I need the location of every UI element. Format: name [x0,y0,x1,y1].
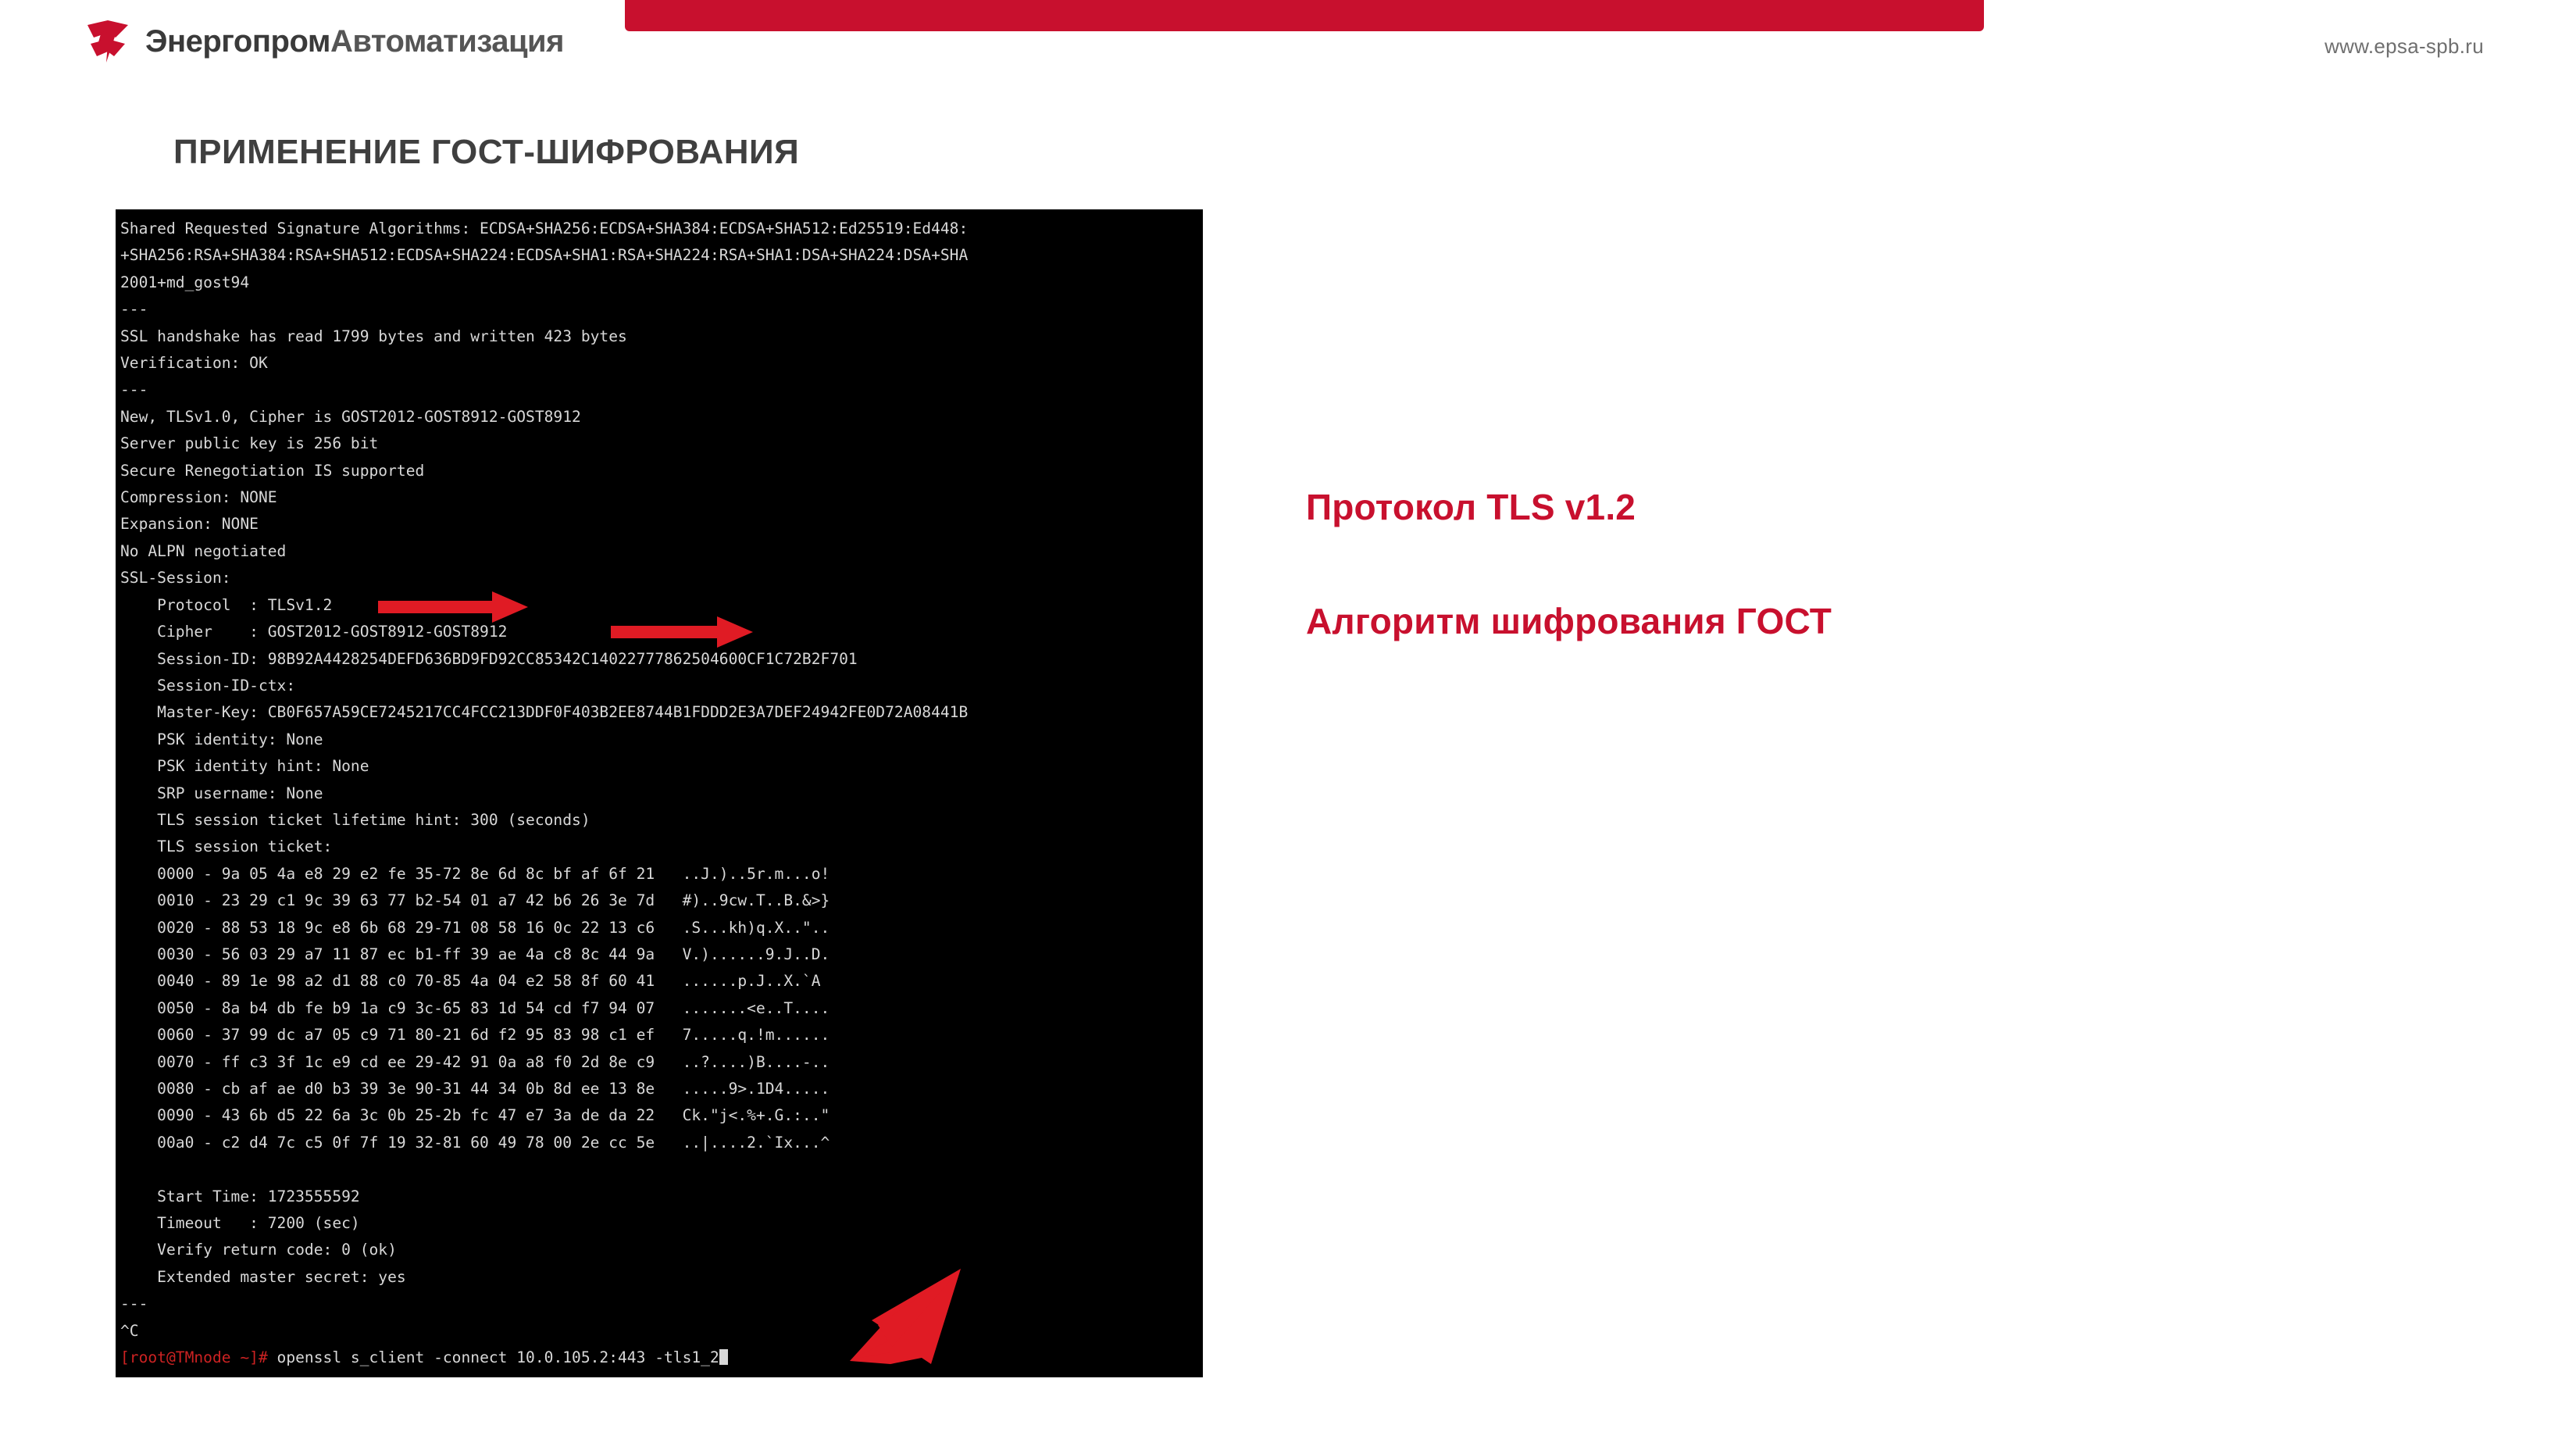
terminal-line: --- [120,1295,148,1313]
logo-word-2: Автоматизация [330,23,564,59]
terminal-line: 0070 - ff c3 3f 1c e9 cd ee 29-42 91 0a a8 f0 2d 8e c9 ..?....)B....-.. [120,1052,830,1071]
terminal-command: openssl s_client -connect 10.0.105.2:443 -tls1_2 [277,1348,719,1367]
terminal-line: 0030 - 56 03 29 a7 11 87 ec b1-ff 39 ae 4a c8 8c 44 9a V.)......9.J..D. [120,945,830,963]
terminal-line: 0040 - 89 1e 98 a2 d1 88 c0 70-85 4a 04 e2 58 8f 60 41 ......p.J..X.`A [120,972,821,991]
terminal-line: Protocol : TLSv1.2 [120,595,333,614]
terminal-line: 0050 - 8a b4 db fe b9 1a c9 3c-65 83 1d 54 cd f7 94 07 .......<e..T.... [120,998,830,1017]
terminal-line: Master-Key: CB0F657A59CE7245217CC4FCC213DDF0F403B2EE8744B1FDDD2E3A7DEF24942FE0D72A08441B [120,703,969,722]
terminal-line: New, TLSv1.0, Cipher is GOST2012-GOST8912-GOST8912 [120,407,581,426]
terminal-line: 0000 - 9a 05 4a e8 29 e2 fe 35-72 8e 6d 8c bf af 6f 21 ..J.)..5r.m...o! [120,864,830,883]
terminal-line: Session-ID-ctx: [120,676,296,695]
terminal-line: Session-ID: 98B92A4428254DEFD636BD9FD92CC85342C14022777862504600CF1C72B2F701 [120,649,858,668]
logo-wordmark [145,24,564,59]
terminal-line: 2001+md_gost94 [120,273,250,291]
terminal-line: TLS session ticket: [120,838,333,856]
logo-word-1: Энергопром [145,23,330,59]
terminal-line: 0020 - 88 53 18 9c e8 6b 68 29-71 08 58 16 0c 22 13 c6 .S...kh)q.X..".. [120,918,830,937]
terminal-line: --- [120,380,148,399]
terminal-line: ^C [120,1321,139,1340]
terminal-line: 0010 - 23 29 c1 9c 39 63 77 b2-54 01 a7 42 b6 26 3e 7d #)..9cw.T..B.&>} [120,891,830,910]
terminal-line: SRP username: None [120,784,323,802]
terminal-line: PSK identity: None [120,730,323,748]
terminal-screenshot [116,209,1203,1377]
terminal-line: Cipher : GOST2012-GOST8912-GOST8912 [120,623,508,641]
terminal-line: --- [120,300,148,319]
terminal-line: Shared Requested Signature Algorithms: ECDSA+SHA256:ECDSA+SHA384:ECDSA+SHA512:Ed25519:Ed448: [120,220,969,238]
terminal-output [120,216,1203,1345]
caption-protocol: Протокол TLS v1.2 [1306,487,1636,527]
terminal-line: 0060 - 37 99 dc a7 05 c9 71 80-21 6d f2 95 83 98 c1 ef 7.....q.!m...... [120,1026,830,1045]
terminal-line [120,1156,1203,1183]
terminal-line: 0080 - cb af ae d0 b3 39 3e 90-31 44 34 0b 8d ee 13 8e .....9>.1D4..... [120,1080,830,1098]
header-accent-bar [625,0,1984,31]
terminal-cursor [719,1349,728,1365]
terminal-line: SSL handshake has read 1799 bytes and written 423 bytes [120,327,627,345]
terminal-prompt: [root@TMnode ~]# [120,1348,277,1367]
company-logo [84,17,564,66]
page-title: ПРИМЕНЕНИЕ ГОСТ-ШИФРОВАНИЯ [173,133,800,171]
terminal-line: Server public key is 256 bit [120,434,379,453]
terminal-line: Extended master secret: yes [120,1267,406,1286]
terminal-line: Expansion: NONE [120,515,259,534]
terminal-line: 00a0 - c2 d4 7c c5 0f 7f 19 32-81 60 49 78 00 2e cc 5e ..|....2.`Ix...^ [120,1133,830,1152]
terminal-line: Start Time: 1723555592 [120,1187,360,1205]
terminal-line: TLS session ticket lifetime hint: 300 (seconds) [120,810,590,829]
site-url: www.epsa-spb.ru [2324,34,2484,58]
logo-mark-icon [84,17,133,66]
terminal-line: PSK identity hint: None [120,757,369,776]
terminal-line: Verification: OK [120,354,268,373]
terminal-line: SSL-Session: [120,569,231,588]
terminal-prompt-line [120,1345,1203,1371]
caption-algorithm: Алгоритм шифрования ГОСТ [1306,601,1832,641]
terminal-line: +SHA256:RSA+SHA384:RSA+SHA512:ECDSA+SHA224:ECDSA+SHA1:RSA+SHA224:RSA+SHA1:DSA+SHA224:DSA+SHA [120,246,969,265]
terminal-line: Secure Renegotiation IS supported [120,461,425,480]
terminal-line: No ALPN negotiated [120,541,287,560]
terminal-line: Compression: NONE [120,488,277,507]
terminal-line: Verify return code: 0 (ok) [120,1241,397,1259]
terminal-line: 0090 - 43 6b d5 22 6a 3c 0b 25-2b fc 47 e7 3a de da 22 Ck."j<.%+.G.:.." [120,1106,830,1125]
terminal-line: Timeout : 7200 (sec) [120,1214,360,1233]
